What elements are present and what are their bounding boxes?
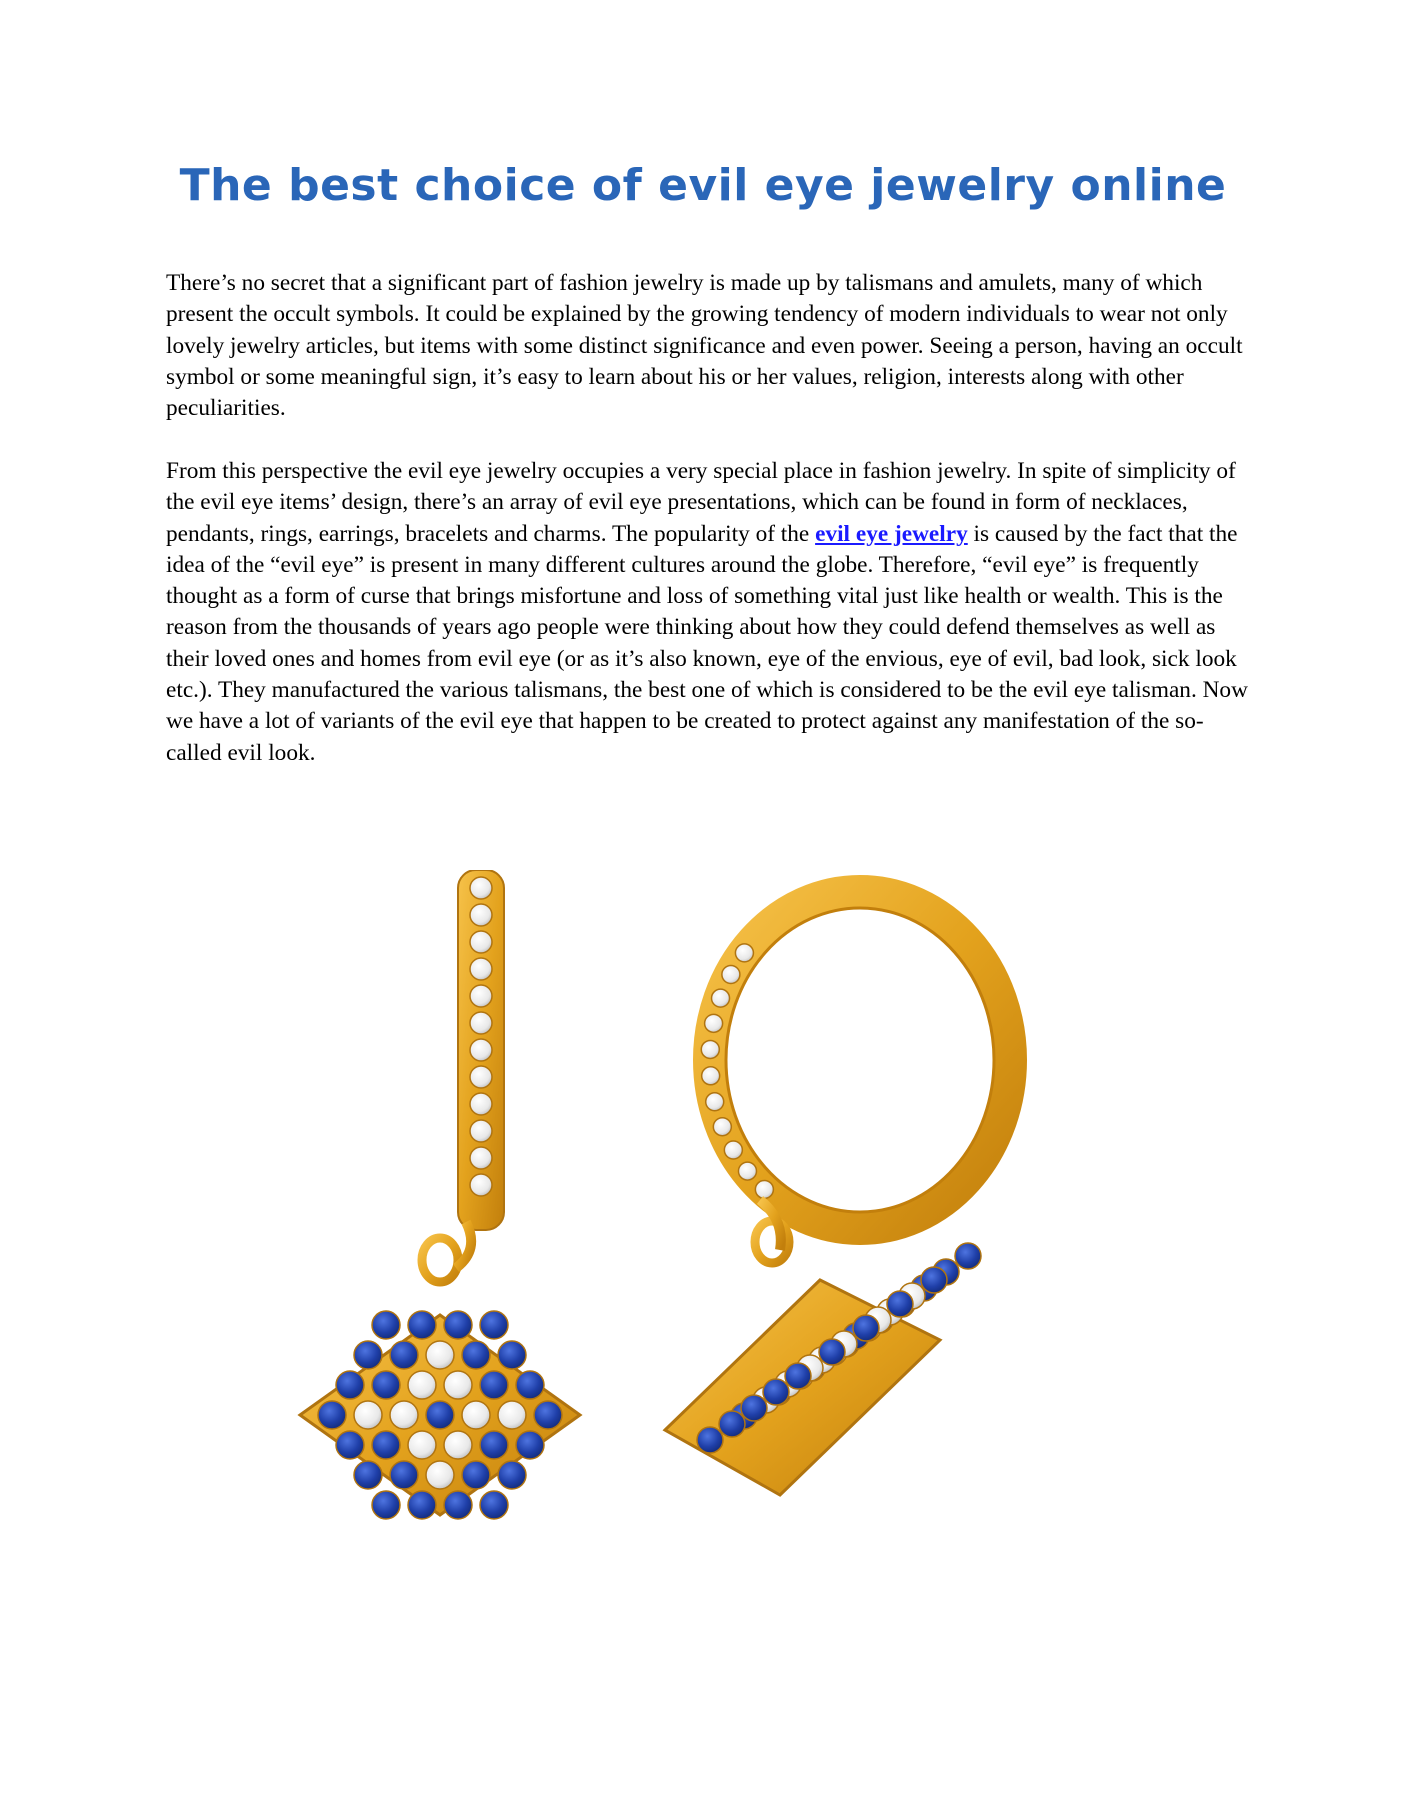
sapphire-stone xyxy=(955,1243,981,1269)
crystal-stone xyxy=(713,1118,731,1136)
crystal-stone xyxy=(462,1401,490,1429)
sapphire-stone xyxy=(426,1401,454,1429)
sapphire-stone xyxy=(516,1371,544,1399)
crystal-stone xyxy=(470,877,492,899)
sapphire-stone xyxy=(462,1461,490,1489)
sapphire-stone xyxy=(534,1401,562,1429)
crystal-stone xyxy=(408,1371,436,1399)
sapphire-stone xyxy=(480,1311,508,1339)
crystal-stone xyxy=(390,1401,418,1429)
sapphire-stone xyxy=(354,1341,382,1369)
crystal-stone xyxy=(470,1093,492,1115)
paragraph-2-text xyxy=(166,456,1256,769)
crystal-stone xyxy=(724,1141,742,1159)
sapphire-stone xyxy=(318,1401,346,1429)
crystal-stone xyxy=(755,1180,773,1198)
sapphire-stone xyxy=(785,1363,811,1389)
crystal-stone xyxy=(444,1431,472,1459)
sapphire-stone xyxy=(741,1395,767,1421)
crystal-stone xyxy=(470,1066,492,1088)
sapphire-stone xyxy=(498,1461,526,1489)
crystal-stone xyxy=(444,1371,472,1399)
crystal-stone xyxy=(426,1341,454,1369)
crystal-stone xyxy=(470,985,492,1007)
sapphire-stone xyxy=(408,1491,436,1519)
sapphire-stone xyxy=(336,1371,364,1399)
paragraph-2-tail: is caused by the fact that the idea of the “evil eye” is present in many different cultures around the globe. Therefore, “evil eye” is frequently thought as a form of curse that brings misfortune and loss of something vital just like health or wealth. This is the reason from the thousands of years ago people were thinking about how they could defend themselves as well as their loved ones and homes from evil eye (or as it’s also known, eye of the envious, eye of evil, bad look, sick look etc.). They manufactured the various talismans, the best one of which is considered to be the evil eye talisman. Now we have a lot of variants of the evil eye that happen to be created to protect against any manifestation of the so-called evil look. xyxy=(166,520,1248,766)
sapphire-stone xyxy=(354,1461,382,1489)
sapphire-stone xyxy=(719,1411,745,1437)
sapphire-stone xyxy=(819,1339,845,1365)
sapphire-stone xyxy=(336,1431,364,1459)
crystal-stone xyxy=(354,1401,382,1429)
sapphire-stone xyxy=(372,1371,400,1399)
sapphire-stone xyxy=(444,1311,472,1339)
paragraph-2 xyxy=(166,456,1256,769)
left-earring xyxy=(300,870,580,1519)
sapphire-stone xyxy=(887,1291,913,1317)
crystal-stone xyxy=(426,1461,454,1489)
paragraph-1 xyxy=(166,268,1256,424)
paragraph-1-text: There’s no secret that a significant part of fashion jewelry is made up by talismans and amulets, many of which present the occult symbols. It could be explained by the growing tendency of modern individuals to wear not only lovely jewelry articles, but items with some distinct significance and even power. Seeing a person, having an occult symbol or some meaningful sign, it’s easy to learn about his or her values, religion, interests along with other peculiarities. xyxy=(166,270,1243,422)
paragraph-2-lead: From this perspective the evil eye jewelry occupies a very special place in fashion jewelry. In spite of simplicity of the evil eye items’ design, there’s an array of evil eye presentations, which can be found in form of necklaces, pendants, rings, earrings, bracelets and charms. The popularity of the xyxy=(166,458,1236,547)
crystal-stone xyxy=(735,944,753,962)
crystal-stone xyxy=(470,1147,492,1169)
sapphire-stone xyxy=(853,1315,879,1341)
crystal-stone xyxy=(470,904,492,926)
right-earring xyxy=(665,892,1010,1495)
sapphire-stone xyxy=(444,1491,472,1519)
sapphire-stone xyxy=(480,1431,508,1459)
crystal-stone xyxy=(470,1120,492,1142)
crystal-stone xyxy=(470,1039,492,1061)
crystal-stone xyxy=(706,1093,724,1111)
page-title: The best choice of evil eye jewelry online xyxy=(179,160,1227,211)
crystal-stone xyxy=(712,989,730,1007)
sapphire-stone xyxy=(408,1311,436,1339)
crystal-stone xyxy=(702,1067,720,1085)
crystal-stone xyxy=(470,1174,492,1196)
crystal-stone xyxy=(498,1401,526,1429)
sapphire-stone xyxy=(763,1379,789,1405)
evil-eye-jewelry-link[interactable]: evil eye jewelry xyxy=(815,520,968,547)
crystal-stone xyxy=(722,965,740,983)
sapphire-stone xyxy=(498,1341,526,1369)
sapphire-stone xyxy=(921,1267,947,1293)
earrings-product-image xyxy=(290,870,1120,1650)
sapphire-stone xyxy=(372,1491,400,1519)
sapphire-stone xyxy=(372,1311,400,1339)
crystal-stone xyxy=(470,958,492,980)
sapphire-stone xyxy=(372,1431,400,1459)
sapphire-stone xyxy=(480,1371,508,1399)
sapphire-stone xyxy=(462,1341,490,1369)
sapphire-stone xyxy=(390,1461,418,1489)
sapphire-stone xyxy=(390,1341,418,1369)
crystal-stone xyxy=(408,1431,436,1459)
sapphire-stone xyxy=(516,1431,544,1459)
crystal-stone xyxy=(738,1162,756,1180)
sapphire-stone xyxy=(697,1427,723,1453)
crystal-stone xyxy=(705,1014,723,1032)
sapphire-stone xyxy=(480,1491,508,1519)
crystal-stone xyxy=(470,1012,492,1034)
crystal-stone xyxy=(470,931,492,953)
crystal-stone xyxy=(701,1040,719,1058)
